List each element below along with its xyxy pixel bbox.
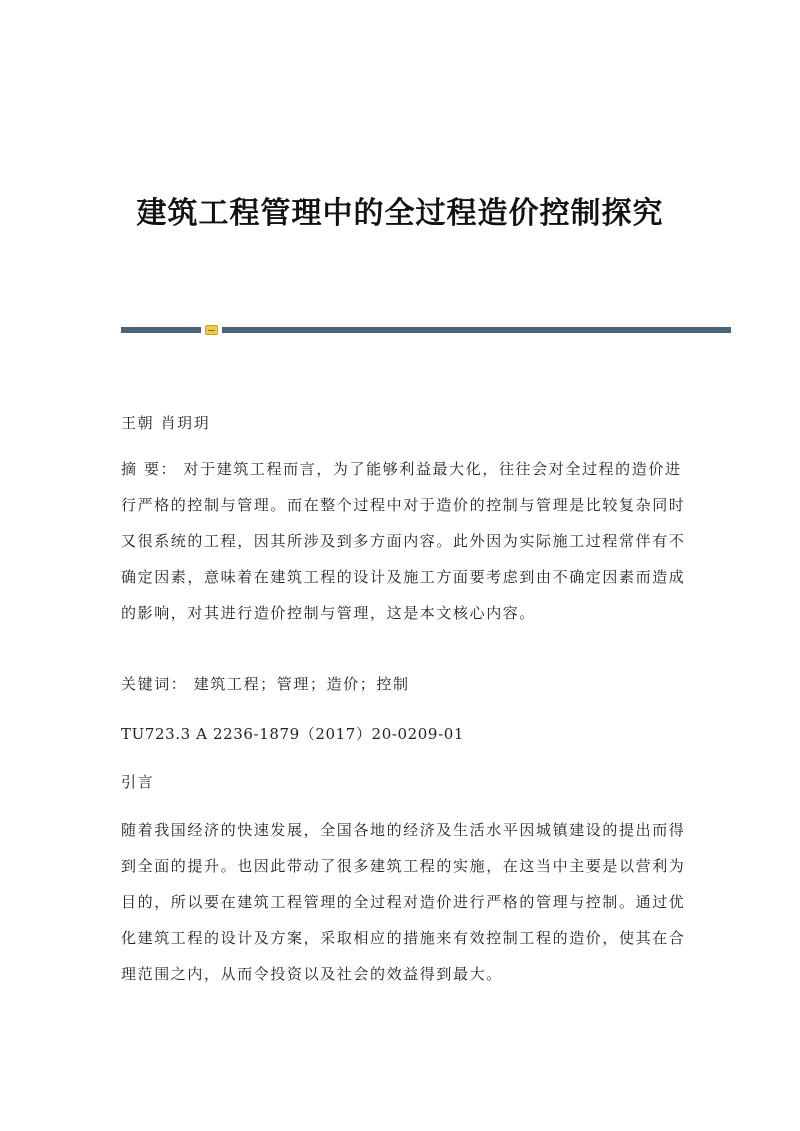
abstract-line: 的影响，对其进行造价控制与管理，这是本文核心内容。 [121, 604, 537, 622]
divider-bar-right [222, 327, 731, 333]
abstract-line: 确定因素，意味着在建筑工程的设计及施工方面要考虑到由不确定因素而造成 [121, 568, 686, 586]
keywords-line: 关键词： 建筑工程；管理；造价；控制 [121, 675, 410, 693]
intro-line: 到全面的提升。也因此带动了很多建筑工程的实施，在这当中主要是以营利为 [121, 857, 686, 875]
author-line: 王朝 肖玥玥 [121, 414, 211, 432]
abstract-line: 摘 要： 对于建筑工程而言，为了能够利益最大化，往往会对全过程的造价进 [121, 460, 682, 478]
intro-line: 随着我国经济的快速发展，全国各地的经济及生活水平因城镇建设的提出而得 [121, 821, 686, 839]
title-divider [121, 325, 731, 333]
intro-paragraph [121, 812, 686, 992]
intro-line: 理范围之内，从而令投资以及社会的效益得到最大。 [121, 965, 503, 983]
abstract-line: 又很系统的工程，因其所涉及到多方面内容。此外因为实际施工过程常伴有不 [121, 532, 686, 550]
classification-number: TU723.3 A 2236-1879（2017）20-0209-01 [121, 725, 465, 743]
divider-emblem-icon [205, 325, 218, 335]
divider-bar-left [121, 327, 201, 333]
abstract-line: 行严格的控制与管理。而在整个过程中对于造价的控制与管理是比较复杂同时 [121, 496, 686, 514]
document-title: 建筑工程管理中的全过程造价控制探究 [136, 196, 664, 231]
intro-heading: 引言 [121, 773, 155, 791]
intro-line: 化建筑工程的设计及方案，采取相应的措施来有效控制工程的造价，使其在合 [121, 929, 686, 947]
abstract-block [121, 451, 686, 631]
intro-line: 目的，所以要在建筑工程管理的全过程对造价进行严格的管理与控制。通过优 [121, 893, 686, 911]
